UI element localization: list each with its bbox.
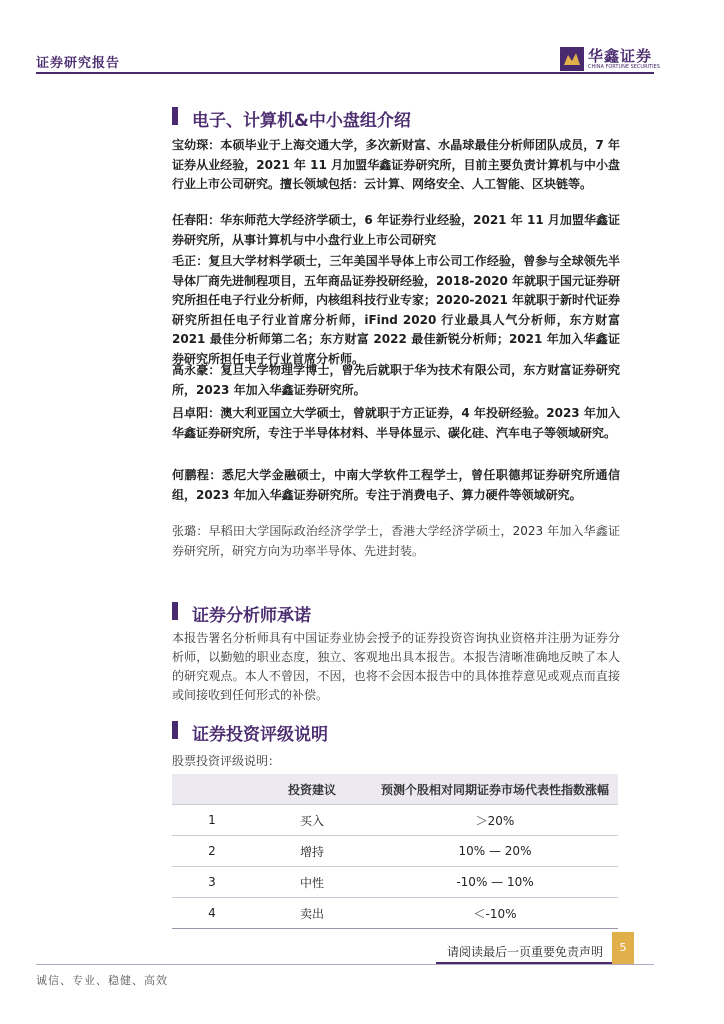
bio-zhang: 张璐：早稻田大学国际政治经济学学士，香港大学经济学硕士，2023 年加入华鑫证券研究所，研究方向为功率半导体、先进封装。 [172,524,620,558]
company-logo [560,44,664,74]
rating-section-title: 证券投资评级说明 [192,725,328,745]
report-type-label: 证券研究报告 [36,56,121,71]
bio-bao: 宝幼琛：本硕毕业于上海交通大学，多次新财富、水晶球最佳分析师团队成员，7 年证券从业经验，2021 年 11 月加盟华鑫证券研究所，目前主要负责计算机与中小盘行业上市公司研究。擅长领域包括：云计算、网络安全、人工智能、区块链等。 [172,138,620,191]
table-row [172,805,618,836]
table-cell: ＞20% [372,805,618,836]
footer-divider [36,964,654,965]
table-row [172,836,618,867]
bio-mao: 毛正：复旦大学材料学硕士，三年美国半导体上市公司工作经验，曾参与全球领先半导体厂商先进制程项目，五年商品证券投研经验，2018-2020 年就职于国元证券研究所担任电子行业分析师，内核组科技行业专家；2020-2021 年就职于新时代证券研究所担任电子行业首席分析师，iFind 2020 行业最具人气分析师，东方财富 2021 最佳分析师第二名；东方财富 2022 最佳新锐分析师；2021 年加入华鑫证券研究所担任电子行业首席分析师。 [172,254,620,366]
header-divider [36,72,654,74]
logo-name: 华鑫证券 [588,47,653,65]
bio-he: 何鹏程：悉尼大学金融硕士，中南大学软件工程学士，曾任职德邦证券研究所通信组，2023 年加入华鑫证券研究所。专注于消费电子、算力硬件等领域研究。 [172,468,620,502]
bio-ren: 任春阳：华东师范大学经济学硕士，6 年证券行业经验，2021 年 11 月加盟华鑫证券研究所，从事计算机与中小盘行业上市公司研究 [172,213,620,247]
table-cell: 4 [172,898,252,929]
table-cell: ＜-10% [372,898,618,929]
table-header-cell: 预测个股相对同期证券市场代表性指数涨幅 [372,774,618,805]
table-cell: 10% — 20% [372,836,618,867]
table-cell: 2 [172,836,252,867]
commitment-section-title: 证券分析师承诺 [192,606,311,626]
table-row [172,867,618,898]
commitment-text: 本报告署名分析师具有中国证券业协会授予的证券投资咨询执业资格并注册为证券分析师，以勤勉的职业态度，独立、客观地出具本报告。本报告清晰准确地反映了本人的研究观点。本人不曾因，不因，也将不会因本报告中的具体推荐意见或观点而直接或间接收到任何形式的补偿。 [172,631,620,702]
team-section-title: 电子、计算机&中小盘组介绍 [192,111,411,131]
logo-mark-icon [560,47,584,71]
bio-lv: 吕卓阳：澳大利亚国立大学硕士，曾就职于方正证券，4 年投研经验。2023 年加入华鑫证券研究所，专注于半导体材料、半导体显示、碳化硅、汽车电子等领域研究。 [172,406,620,440]
table-row [172,898,618,929]
disclaimer-notice: 请阅读最后一页重要免责声明 [447,945,604,959]
logo-name-en: CHINA FORTUNE SECURITIES [588,64,660,70]
table-cell: 中性 [252,867,372,898]
table-cell: -10% — 10% [372,867,618,898]
table-cell: 1 [172,805,252,836]
table-cell: 增持 [252,836,372,867]
table-cell: 买入 [252,805,372,836]
table-header-row [172,774,618,805]
table-header-cell: 投资建议 [252,774,372,805]
bio-gao: 高永豪：复旦大学物理学博士，曾先后就职于华为技术有限公司，东方财富证券研究所，2023 年加入华鑫证券研究所。 [172,363,620,397]
rating-table [172,774,618,929]
table-cell: 卖出 [252,898,372,929]
footer-motto: 诚信、专业、稳健、高效 [36,974,168,987]
table-header-cell [172,774,252,805]
rating-intro: 股票投资评级说明： [172,754,281,768]
page-number: 5 [612,932,634,964]
table-cell: 3 [172,867,252,898]
